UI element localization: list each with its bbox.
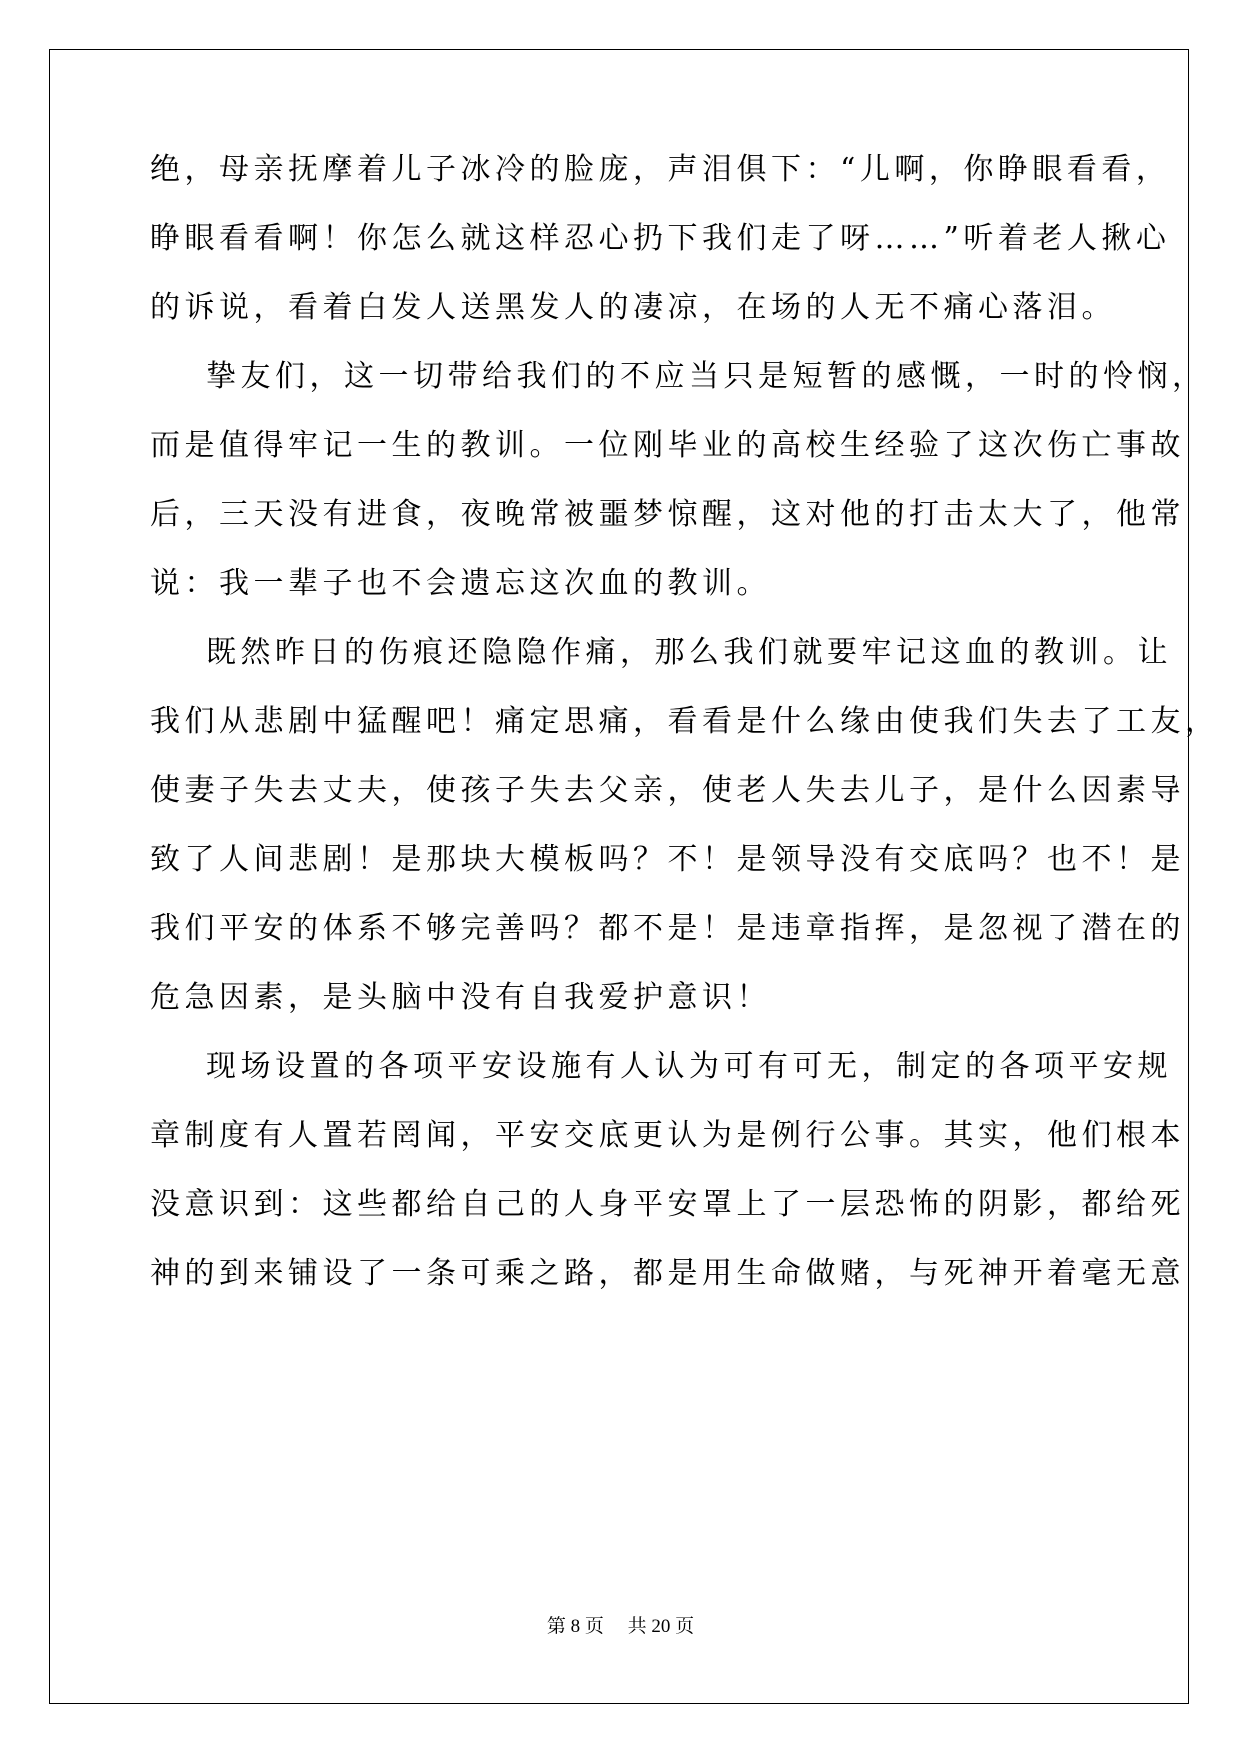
paragraph-first-line: 挚友们，这一切带给我们的不应当只是短暂的感慨，一时的怜悯， — [206, 359, 1207, 394]
text-line: 绝，母亲抚摩着儿子冰冷的脸庞，声泪俱下：“儿啊，你睁眼看看， — [150, 152, 1171, 187]
text-line: 我们平安的体系不够完善吗？都不是！是违章指挥，是忽视了潜在的 — [150, 911, 1185, 946]
text-line: 使妻子失去丈夫，使孩子失去父亲，使老人失去儿子，是什么因素导 — [150, 773, 1185, 808]
paragraph-first-line: 既然昨日的伤痕还隐隐作痛，那么我们就要牢记这血的教训。让 — [206, 635, 1172, 670]
text-line: 睁眼看看啊！你怎么就这样忍心扔下我们走了呀……”听着老人揪心 — [150, 221, 1171, 256]
text-line: 说：我一辈子也不会遗忘这次血的教训。 — [150, 566, 771, 601]
text-line: 而是值得牢记一生的教训。一位刚毕业的高校生经验了这次伤亡事故 — [150, 428, 1185, 463]
text-line: 没意识到：这些都给自己的人身平安罩上了一层恐怖的阴影，都给死 — [150, 1187, 1185, 1222]
text-line: 我们从悲剧中猛醒吧！痛定思痛，看看是什么缘由使我们失去了工友， — [150, 704, 1220, 739]
page-number-footer: 第 8 页 共 20 页 — [546, 1616, 695, 1637]
text-line: 致了人间悲剧！是那块大模板吗？不！是领导没有交底吗？也不！是 — [150, 842, 1185, 877]
text-line: 神的到来铺设了一条可乘之路，都是用生命做赌，与死神开着毫无意 — [150, 1256, 1185, 1291]
text-line: 章制度有人置若罔闻，平安交底更认为是例行公事。其实，他们根本 — [150, 1118, 1185, 1153]
text-line: 危急因素，是头脑中没有自我爱护意识！ — [150, 980, 771, 1015]
text-line: 后，三天没有进食，夜晚常被噩梦惊醒，这对他的打击太大了，他常 — [150, 497, 1185, 532]
text-line: 的诉说，看着白发人送黑发人的凄凉，在场的人无不痛心落泪。 — [150, 290, 1116, 325]
paragraph-first-line: 现场设置的各项平安设施有人认为可有可无，制定的各项平安规 — [206, 1049, 1172, 1084]
